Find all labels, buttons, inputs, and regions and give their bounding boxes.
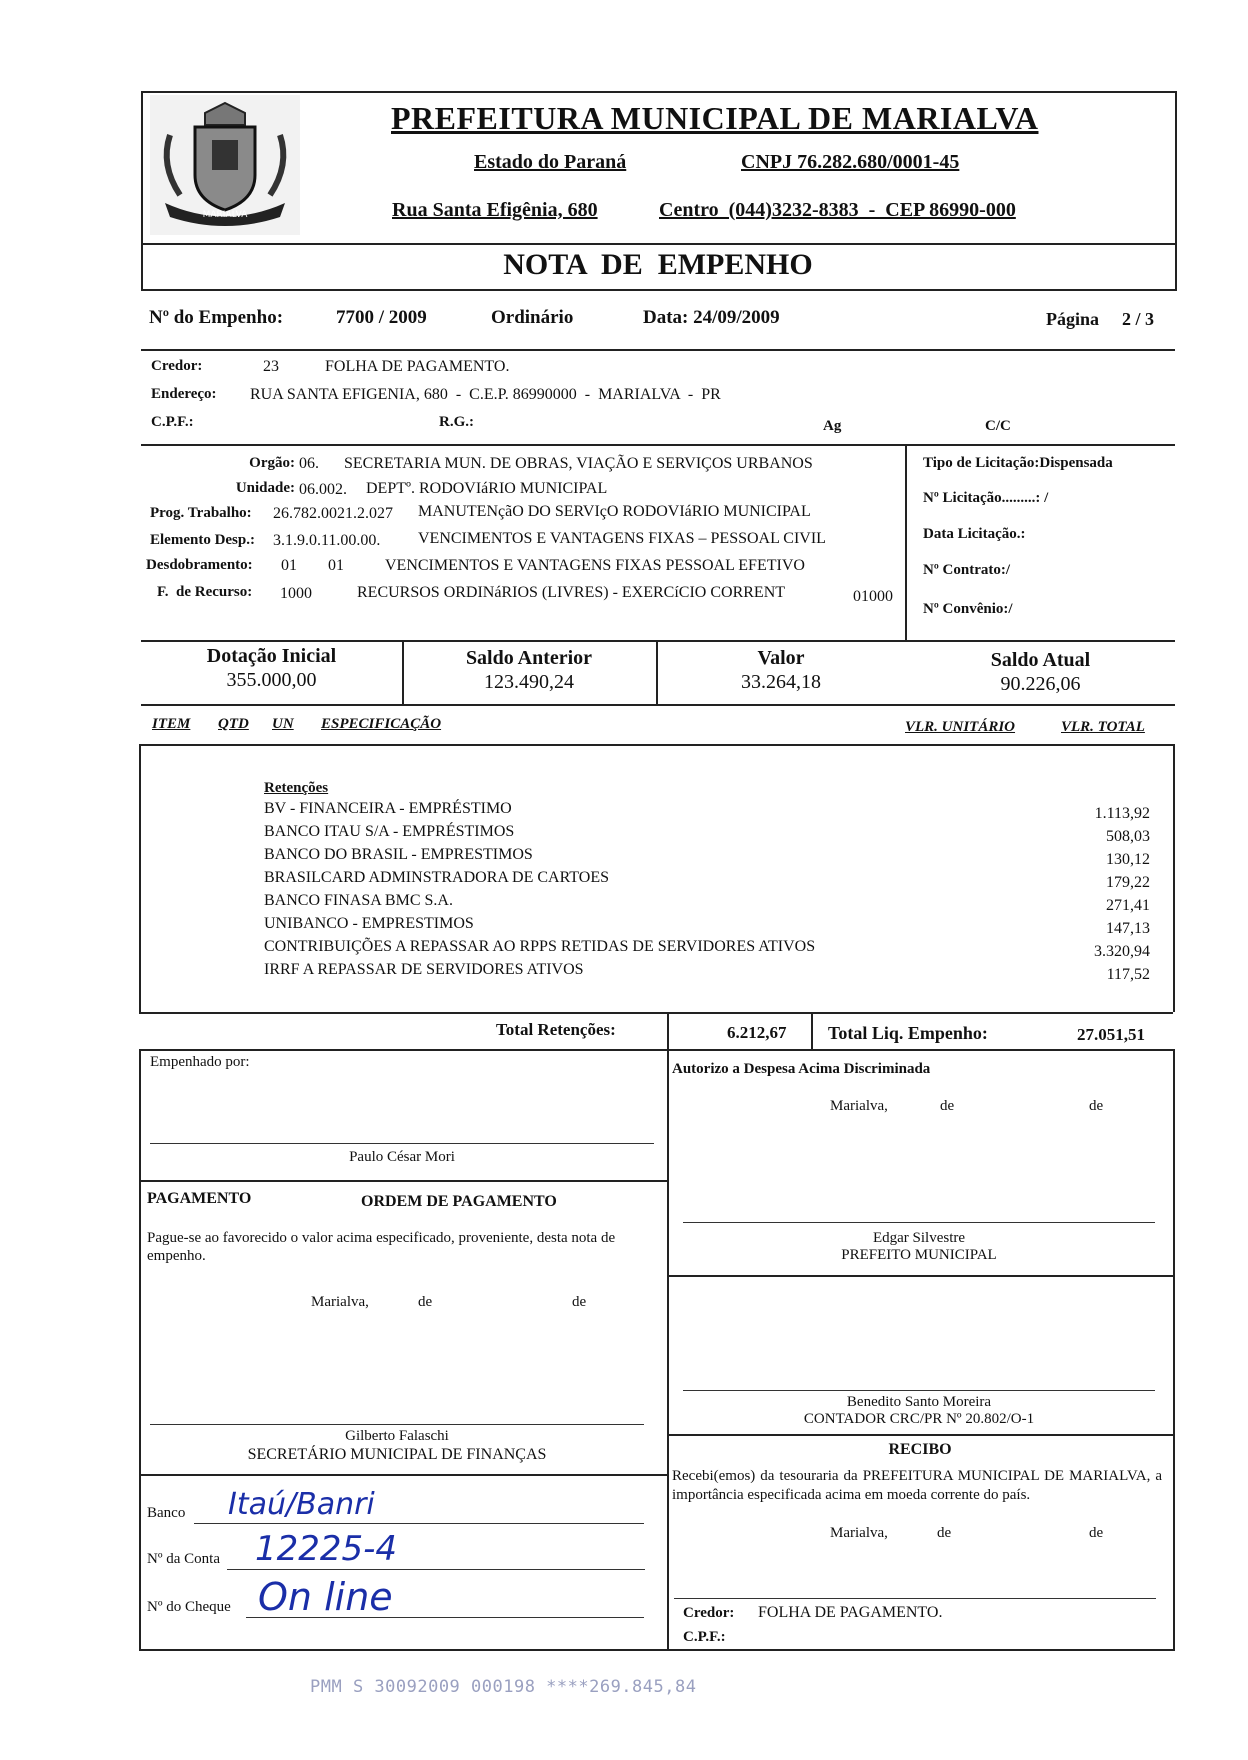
orgao-label: Orgão: <box>249 455 295 471</box>
fonte-code: 1000 <box>280 585 312 602</box>
empenho-number-label: Nº do Empenho: <box>149 307 284 328</box>
totals-top-line <box>139 1012 1173 1014</box>
contador-nome: Benedito Santo Moreira <box>846 1394 992 1410</box>
total-retencoes-label: Total Retenções: <box>496 1020 616 1039</box>
recibo-credor-label: Credor: <box>683 1605 735 1621</box>
licitacao-numero: Nº Licitação.........: / <box>923 490 1049 506</box>
list-item-value: 1.113,92 <box>1094 805 1150 822</box>
pagamento-top-line <box>139 1180 669 1182</box>
address-label: Endereço: <box>151 386 217 402</box>
autorizo-local: Marialva, <box>830 1098 888 1114</box>
saldo-atual-value: 90.226,06 <box>1000 673 1081 695</box>
prefeito-signature-line <box>683 1222 1155 1223</box>
cheque-handwritten: On line <box>258 1575 393 1619</box>
credor-top-line <box>141 349 1175 351</box>
recibo-title: RECIBO <box>888 1441 952 1458</box>
conta-handwritten: 12225-4 <box>255 1529 398 1569</box>
licitacao-tipo: Tipo de Licitação:Dispensada <box>923 455 1113 471</box>
secretario-nome: Gilberto Falaschi <box>345 1428 449 1444</box>
licitacao-data: Data Licitação.: <box>923 526 1026 542</box>
secretario-cargo: SECRETÁRIO MUNICIPAL DE FINANÇAS <box>247 1446 547 1463</box>
recibo-cpf-label: C.P.F.: <box>683 1629 726 1645</box>
total-liq-label: Total Liq. Empenho: <box>828 1023 988 1043</box>
list-item: UNIBANCO - EMPRESTIMOS <box>264 915 474 932</box>
prog-desc: MANUTENçãO DO SERVIçO RODOVIáRIO MUNICIPAL <box>418 503 811 520</box>
col-vlr-unitario: VLR. UNITÁRIO <box>905 719 1016 735</box>
list-item: BANCO FINASA BMC S.A. <box>264 892 453 909</box>
classification-bottom-line <box>141 640 1175 642</box>
list-item-value: 179,22 <box>1106 874 1150 891</box>
list-item-value: 147,13 <box>1106 920 1150 937</box>
totals-divider-2 <box>811 1012 813 1049</box>
contrato: Nº Contrato:/ <box>923 562 1011 578</box>
pagamento-de-1: de <box>418 1294 433 1310</box>
prefeito-bottom-line <box>667 1275 1173 1277</box>
saldo-anterior-label: Saldo Anterior <box>465 647 593 669</box>
total-liq-value: 27.051,51 <box>1077 1025 1145 1044</box>
elem-code: 3.1.9.0.11.00.00. <box>273 532 381 549</box>
saldo-atual-label: Saldo Atual <box>990 649 1091 671</box>
unidade-label: Unidade: <box>235 480 295 496</box>
empenhado-por-label: Empenhado por: <box>150 1054 250 1070</box>
recibo-local: Marialva, <box>830 1525 888 1541</box>
pagamento-label: PAGAMENTO <box>147 1190 252 1207</box>
header-contact: Centro (044)3232-8383 - CEP 86990-000 <box>659 199 1016 221</box>
svg-text:MARIALVA: MARIALVA <box>202 210 248 220</box>
contador-bottom-line <box>667 1434 1173 1436</box>
list-item-value: 117,52 <box>1106 966 1150 983</box>
desd-desc: VENCIMENTOS E VANTAGENS FIXAS PESSOAL EFETIVO <box>385 557 805 574</box>
fonte-desc: RECURSOS ORDINáRIOS (LIVRES) - EXERCíCIO CORRENT <box>357 584 786 601</box>
empenhado-nome: Paulo César Mori <box>349 1149 455 1165</box>
dotacao-inicial-label: Dotação Inicial <box>206 645 337 667</box>
unidade-desc: DEPTº. RODOVIáRIO MUNICIPAL <box>366 480 608 497</box>
total-retencoes-value: 6.212,67 <box>727 1023 787 1042</box>
col-vlr-total: VLR. TOTAL <box>1061 719 1145 735</box>
recibo-de-1: de <box>937 1525 952 1541</box>
classification-divider <box>905 444 907 640</box>
list-item-value: 271,41 <box>1106 897 1150 914</box>
col-item: ITEM <box>152 716 191 732</box>
totals-divider-1 <box>667 1012 669 1049</box>
empenho-number: 7700 / 2009 <box>336 307 427 328</box>
saldo-anterior-value: 123.490,24 <box>484 671 574 693</box>
pagamento-local: Marialva, <box>311 1294 369 1310</box>
empenhado-signature-line <box>150 1143 654 1144</box>
header-divider <box>141 243 1175 245</box>
elem-label: Elemento Desp.: <box>150 532 255 548</box>
autorizo-label: Autorizo a Despesa Acima Discriminada <box>672 1061 931 1077</box>
coat-of-arms-icon <box>150 95 300 235</box>
convenio: Nº Convênio:/ <box>923 601 1013 617</box>
empenho-date: Data: 24/09/2009 <box>643 307 780 328</box>
recibo-signature-line <box>674 1598 1156 1599</box>
conta-label: Nº da Conta <box>147 1551 220 1567</box>
list-item: IRRF A REPASSAR DE SERVIDORES ATIVOS <box>264 961 584 978</box>
retencoes-title: Retenções <box>264 780 329 796</box>
cpf-label: C.P.F.: <box>151 414 194 430</box>
credor-code: 23 <box>263 358 279 375</box>
doc-title: NOTA DE EMPENHO <box>503 248 813 281</box>
signatures-divider <box>667 1049 669 1651</box>
autorizo-de-1: de <box>940 1098 955 1114</box>
header-state: Estado do Paraná <box>474 151 627 173</box>
list-item: BANCO DO BRASIL - EMPRESTIMOS <box>264 846 533 863</box>
list-item-value: 3.320,94 <box>1094 943 1150 960</box>
contador-signature-line <box>683 1390 1155 1391</box>
secretario-signature-line <box>150 1424 644 1425</box>
recibo-text: Recebi(emos) da tesouraria da PREFEITURA MUNICIPAL DE MARIALVA, a importância especificada acima em moeda corrente do país. <box>672 1468 1162 1503</box>
prog-label: Prog. Trabalho: <box>150 505 252 521</box>
col-un: UN <box>272 716 294 732</box>
list-item-value: 130,12 <box>1106 851 1150 868</box>
recibo-credor-name: FOLHA DE PAGAMENTO. <box>758 1604 943 1621</box>
list-item: BANCO ITAU S/A - EMPRÉSTIMOS <box>264 823 515 840</box>
orgao-code: 06. <box>299 455 319 472</box>
col-especificacao: ESPECIFICAÇÃO <box>321 716 442 732</box>
rg-label: R.G.: <box>439 414 474 430</box>
prefeito-cargo: PREFEITO MUNICIPAL <box>841 1247 997 1263</box>
page-label: Página <box>1046 309 1100 329</box>
pagamento-de-2: de <box>572 1294 587 1310</box>
pague-se-text: Pague-se ao favorecido o valor acima especificado, proveniente, desta nota de empenho. <box>147 1230 616 1264</box>
classification-top-line <box>141 444 1175 446</box>
ag-label: Ag <box>823 418 842 434</box>
desd-code-2: 01 <box>328 557 344 574</box>
banco-handwritten: Itaú/Banri <box>228 1487 375 1522</box>
conta-line <box>227 1569 645 1570</box>
col-qtd: QTD <box>218 716 249 732</box>
ordem-pagamento-label: ORDEM DE PAGAMENTO <box>361 1193 557 1210</box>
prefeito-nome: Edgar Silvestre <box>872 1230 966 1246</box>
valor-value: 33.264,18 <box>741 671 821 693</box>
empenho-type: Ordinário <box>491 307 574 328</box>
secretario-bottom-line <box>139 1474 669 1476</box>
credor-address: RUA SANTA EFIGENIA, 680 - C.E.P. 86990000 - MARIALVA - PR <box>250 386 721 403</box>
list-item-value: 508,03 <box>1106 828 1150 845</box>
list-item: BRASILCARD ADMINSTRADORA DE CARTOES <box>264 869 610 886</box>
fonte-code-2: 01000 <box>853 588 893 605</box>
cash-register-stamp: PMM S 30092009 000198 ****269.845,84 <box>310 1677 697 1697</box>
contador-cargo: CONTADOR CRC/PR Nº 20.802/O-1 <box>803 1411 1035 1427</box>
header-address: Rua Santa Efigênia, 680 <box>392 199 598 221</box>
credor-label: Credor: <box>151 358 203 374</box>
elem-desc: VENCIMENTOS E VANTAGENS FIXAS – PESSOAL CIVIL <box>418 530 826 547</box>
list-item: BV - FINANCEIRA - EMPRÉSTIMO <box>264 800 512 817</box>
prog-code: 26.782.0021.2.027 <box>273 505 393 522</box>
page-number: 2 / 3 <box>1122 309 1155 329</box>
desd-code-1: 01 <box>281 557 297 574</box>
header-title: PREFEITURA MUNICIPAL DE MARIALVA <box>391 100 1039 136</box>
unidade-code: 06.002. <box>299 481 347 498</box>
credor-name: FOLHA DE PAGAMENTO. <box>325 358 510 375</box>
cc-label: C/C <box>985 418 1011 434</box>
banco-label: Banco <box>147 1505 186 1521</box>
cheque-label: Nº do Cheque <box>147 1599 231 1615</box>
saldo-bottom-line <box>141 704 1175 706</box>
desd-label: Desdobramento: <box>146 557 253 573</box>
valor-label: Valor <box>757 647 805 669</box>
autorizo-de-2: de <box>1089 1098 1104 1114</box>
banco-line <box>194 1523 644 1524</box>
fonte-label: F. de Recurso: <box>157 584 253 600</box>
dotacao-inicial-value: 355.000,00 <box>226 669 317 691</box>
header-cnpj: CNPJ 76.282.680/0001-45 <box>741 151 960 173</box>
recibo-de-2: de <box>1089 1525 1104 1541</box>
orgao-desc: SECRETARIA MUN. DE OBRAS, VIAÇÃO E SERVIÇOS URBANOS <box>344 455 813 472</box>
list-item: CONTRIBUIÇÕES A REPASSAR AO RPPS RETIDAS DE SERVIDORES ATIVOS <box>264 938 816 955</box>
